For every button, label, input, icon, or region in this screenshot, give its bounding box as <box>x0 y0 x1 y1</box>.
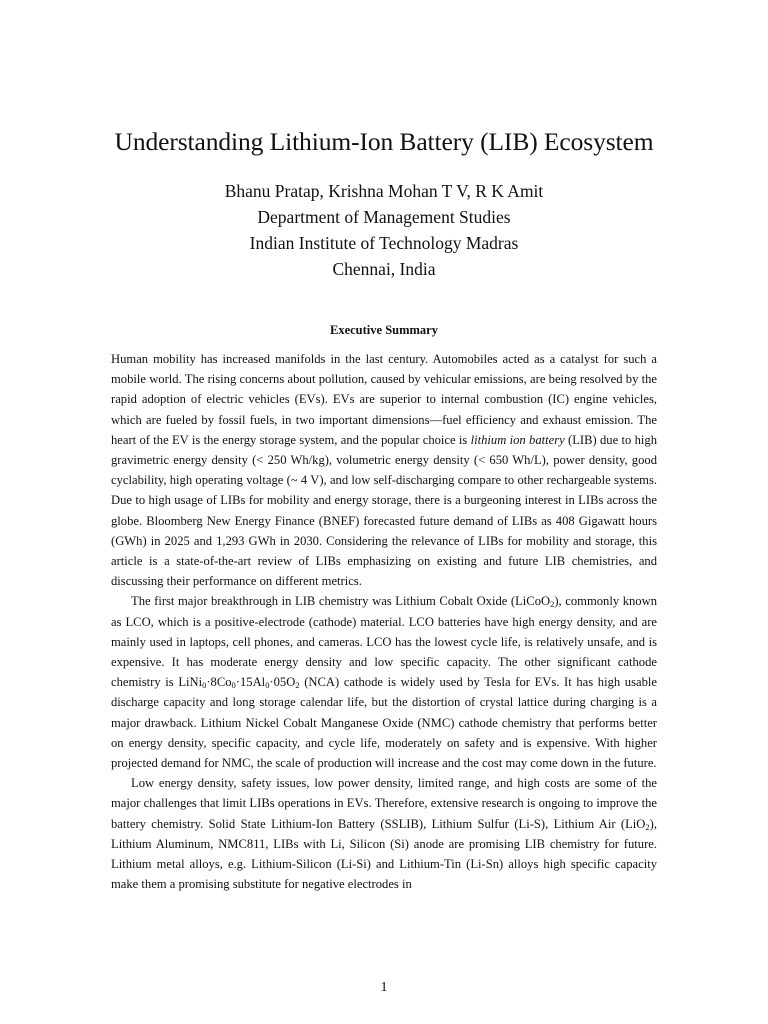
paragraph <box>111 773 657 894</box>
paragraph <box>111 349 657 591</box>
paragraph-text: (NCA) cathode is widely used by Tesla for EVs. It has high usable discharge capacity and long storage calendar life, but the distortion of crystal lattice during charging is a major drawback. Lithium Nickel Cobalt Manganese Oxide (NMC) cathode chemistry that performs better on energy density, specific capacity, and cycle life, moderately on safety and is expensive. With higher projected demand for NMC, the scale of production will increase and the cost may come down in the future. <box>111 675 657 771</box>
section-heading: Executive Summary <box>330 323 438 337</box>
subscript-text: 2 <box>295 680 300 691</box>
subscript-text: 2 <box>550 599 555 610</box>
paragraph-text: ·8Co <box>206 675 232 690</box>
subscript-text: 2 <box>645 821 650 832</box>
author-department: Department of Management Studies <box>257 207 511 227</box>
document-body <box>111 349 657 894</box>
paragraph-text: ), Lithium Aluminum, NMC811, LIBs with Li, Silicon (Si) anode are promising LIB chemistry for future. Lithium metal alloys, e.g. Lithium-Silicon (Li-Si) and Lithium-Tin (Li-Sn) alloys high specific capacity make them a promising substitute for negative electrodes in <box>111 816 657 892</box>
author-institute: Indian Institute of Technology Madras <box>249 233 519 253</box>
author-names: Bhanu Pratap, Krishna Mohan T V, R K Amit <box>224 181 544 201</box>
document-title: Understanding Lithium-Ion Battery (LIB) Ecosystem <box>114 127 654 156</box>
subscript-text: 0 <box>202 680 207 691</box>
subscript-text: 0 <box>265 680 270 691</box>
paragraph-text: ·15Al <box>235 675 266 690</box>
author-location: Chennai, India <box>332 259 436 279</box>
paragraph-text: The first major breakthrough in LIB chemistry was Lithium Cobalt Oxide (LiCoO <box>131 594 551 609</box>
paragraph-text: ·05O <box>269 675 296 690</box>
paragraph <box>111 591 657 773</box>
paragraph-text: (LIB) due to high gravimetric energy density (< 250 Wh/kg), volumetric energy density (< 650 Wh/L), power density, good cyclability, high operating voltage (~ 4 V), and low self-discharging compare to other rechargeable systems. Due to high usage of LIBs for mobility and energy storage, there is a burgeoning interest in LIBs across the globe. Bloomberg New Energy Finance (BNEF) forecasted future demand of LIBs as 408 Gigawatt hours (GWh) in 2025 and 1,293 GWh in 2030. Considering the relevance of LIBs for mobility and storage, this article is a state-of-the-art review of LIBs emphasizing on existing and future LIB chemistries, and discussing their performance on different metrics. <box>111 432 657 589</box>
subscript-text: 0 <box>231 680 236 691</box>
page-number: 1 <box>380 980 388 995</box>
paragraph-text: Human mobility has increased manifolds in the last century. Automobiles acted as a catalyst for such a mobile world. The rising concerns about pollution, caused by vehicular emissions, are being resolved by the rapid adoption of electric vehicles (EVs). EVs are superior to internal combustion (IC) engine vehicles, which are fueled by fossil fuels, in two important dimensions—fuel efficiency and exhaust emission. The heart of the EV is the energy storage system, and the popular choice is <box>111 352 657 447</box>
paragraph-text: ), commonly known as LCO, which is a positive-electrode (cathode) material. LCO batteries have high energy density, and are mainly used in laptops, cell phones, and cameras. LCO has the lowest cycle life, is relatively unsafe, and is expensive. It has moderate energy density and low specific capacity. The other significant cathode chemistry is LiNi <box>111 594 657 690</box>
author-block <box>0 178 768 282</box>
emphasis-text: lithium ion battery <box>470 432 565 447</box>
paragraph-text: Low energy density, safety issues, low power density, limited range, and high costs are some of the major challenges that limit LIBs operations in EVs. Therefore, extensive research is ongoing to improve the battery chemistry. Solid State Lithium-Ion Battery (SSLIB), Lithium Sulfur (Li-S), Lithium Air (LiO <box>111 776 657 831</box>
